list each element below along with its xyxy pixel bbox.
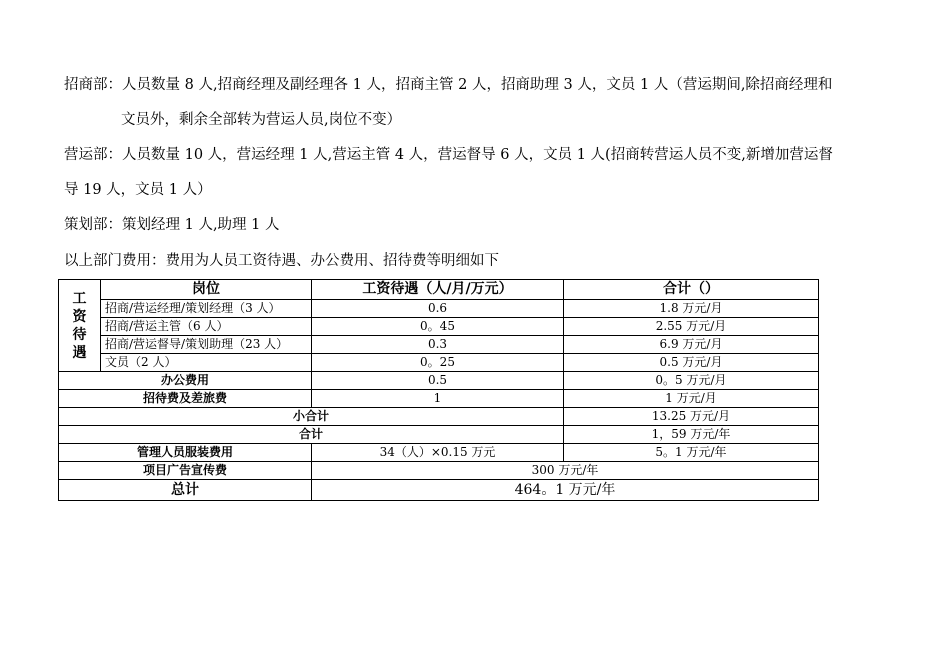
intro-paragraph-3: 策划部：策划经理 1 人,助理 1 人 bbox=[64, 217, 280, 233]
expense-table bbox=[58, 279, 819, 501]
advertising-label: 项目广告宣传费 bbox=[59, 462, 312, 480]
salary-cell: 0.3 bbox=[312, 336, 564, 354]
office-salary: 0.5 bbox=[312, 372, 564, 390]
uniform-row bbox=[59, 444, 819, 462]
total-cell: 6.9 万元/月 bbox=[564, 336, 819, 354]
entertainment-salary: 1 bbox=[312, 390, 564, 408]
table-row bbox=[59, 354, 819, 372]
position-cell: 招商/营运督导/策划助理（23 人） bbox=[101, 336, 312, 354]
header-total: 合计（） bbox=[564, 280, 819, 300]
salary-cell: 0。45 bbox=[312, 318, 564, 336]
intro-paragraph-2-cont: 导 19 人，文员 1 人） bbox=[64, 182, 212, 198]
office-label: 办公费用 bbox=[59, 372, 312, 390]
salary-cell: 0.6 bbox=[312, 300, 564, 318]
advertising-total: 300 万元/年 bbox=[312, 462, 819, 480]
sum-row bbox=[59, 426, 819, 444]
office-total: 0。5 万元/月 bbox=[564, 372, 819, 390]
subtotal-row bbox=[59, 408, 819, 426]
total-cell: 0.5 万元/月 bbox=[564, 354, 819, 372]
office-row bbox=[59, 372, 819, 390]
salary-cell: 0。25 bbox=[312, 354, 564, 372]
position-cell: 招商/营运主管（6 人） bbox=[101, 318, 312, 336]
table-row bbox=[59, 318, 819, 336]
subtotal-label: 小合计 bbox=[59, 408, 564, 426]
grand-total-row bbox=[59, 480, 819, 501]
table-row bbox=[59, 336, 819, 354]
table-header-row bbox=[59, 280, 819, 300]
sum-total: 1，59 万元/年 bbox=[564, 426, 819, 444]
grand-total-value: 464。1 万元/年 bbox=[312, 480, 819, 501]
position-cell: 招商/营运经理/策划经理（3 人） bbox=[101, 300, 312, 318]
position-cell: 文员（2 人） bbox=[101, 354, 312, 372]
intro-paragraph-1-cont: 文员外，剩余全部转为营运人员,岗位不变） bbox=[121, 112, 402, 128]
header-position: 岗位 bbox=[101, 280, 312, 300]
grand-total-label: 总计 bbox=[59, 480, 312, 501]
table-row bbox=[59, 300, 819, 318]
entertainment-total: 1 万元/月 bbox=[564, 390, 819, 408]
sum-label: 合计 bbox=[59, 426, 564, 444]
uniform-label: 管理人员服装费用 bbox=[59, 444, 312, 462]
header-salary: 工资待遇（人/月/万元） bbox=[312, 280, 564, 300]
entertainment-label: 招待费及差旅费 bbox=[59, 390, 312, 408]
total-cell: 2.55 万元/月 bbox=[564, 318, 819, 336]
entertainment-row bbox=[59, 390, 819, 408]
subtotal-total: 13.25 万元/月 bbox=[564, 408, 819, 426]
advertising-row bbox=[59, 462, 819, 480]
uniform-salary: 34（人）×0.15 万元 bbox=[312, 444, 564, 462]
intro-paragraph-2: 营运部：人员数量 10 人，营运经理 1 人,营运主管 4 人，营运督导 6 人，文员 1 人(招商转营运人员不变,新增加营运督 bbox=[64, 147, 833, 163]
intro-paragraph-1: 招商部：人员数量 8 人,招商经理及副经理各 1 人，招商主管 2 人，招商助理 3 人，文员 1 人（营运期间,除招商经理和 bbox=[64, 77, 833, 93]
intro-paragraph-4: 以上部门费用：费用为人员工资待遇、办公费用、招待费等明细如下 bbox=[64, 253, 499, 269]
total-cell: 1.8 万元/月 bbox=[564, 300, 819, 318]
uniform-total: 5。1 万元/年 bbox=[564, 444, 819, 462]
salary-group-label: 工 资 待 遇 bbox=[59, 280, 101, 372]
